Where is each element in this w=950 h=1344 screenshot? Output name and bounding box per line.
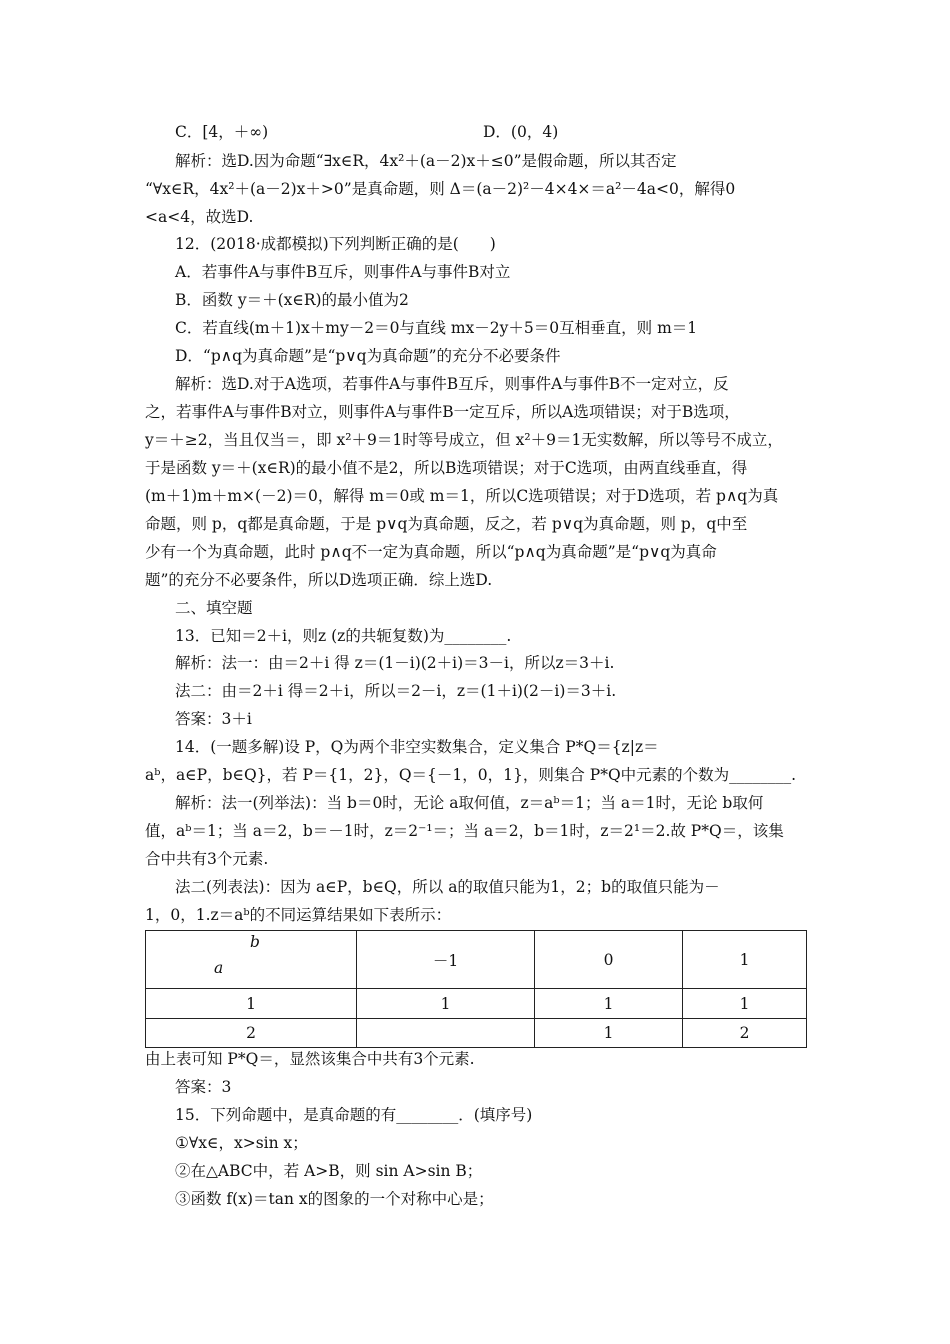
table-cell: 1 bbox=[535, 1019, 683, 1048]
text-line: 题”的充分不必要条件，所以D选项正确．综上选D. bbox=[145, 571, 493, 589]
text-line: 之，若事件A与事件B对立，则事件A与事件B一定互斥，所以A选项错误；对于B选项， bbox=[145, 403, 740, 421]
table-header: 0 bbox=[535, 931, 683, 989]
table-header-row bbox=[146, 931, 807, 989]
text-line: 解析：选D.对于A选项，若事件A与事件B互斥，则事件A与事件B不一定对立，反 bbox=[175, 375, 729, 393]
table-cell: 1 bbox=[357, 989, 535, 1019]
corner-label-b: b bbox=[250, 933, 260, 951]
question-15: 15．下列命题中，是真命题的有________．(填序号) bbox=[175, 1106, 533, 1124]
table-cell: 1 bbox=[146, 989, 357, 1019]
option-c-row bbox=[175, 121, 268, 143]
text-line: 法二(列表法)：因为 a∈P，b∈Q，所以 a的取值只能为1，2；b的取值只能为－ bbox=[175, 878, 720, 896]
table-header: 1 bbox=[683, 931, 807, 989]
text-line: 解析：选D.因为命题“∃x∈R，4x²＋(a－2)x＋≤0”是假命题，所以其否定 bbox=[175, 152, 677, 170]
option-d: D．(0，4) bbox=[483, 123, 559, 141]
text-line: 法二：由＝2＋i 得＝2＋i，所以＝2－i，z＝(1＋i)(2－i)＝3＋i. bbox=[175, 682, 617, 700]
text-line: aᵇ，a∈P，b∈Q}，若 P＝{1，2}，Q＝{－1，0，1}，则集合 P*Q中元素的个数为________. bbox=[145, 766, 797, 784]
question-12: 12．(2018·成都模拟)下列判断正确的是( ) bbox=[175, 235, 496, 253]
question-14: 14．(一题多解)设 P，Q为两个非空实数集合，定义集合 P*Q＝{z|z＝ bbox=[175, 738, 659, 756]
table-row bbox=[146, 989, 807, 1019]
text-line: “∀x∈R，4x²＋(a－2)x＋>0”是真命题，则 Δ＝(a－2)²－4×4×＝a²－4a<0，解得0 bbox=[145, 180, 736, 198]
option-c: C．若直线(m＋1)x＋my－2＝0与直线 mx－2y＋5＝0互相垂直，则 m＝1 bbox=[175, 319, 698, 337]
table-header: －1 bbox=[357, 931, 535, 989]
text-line: 少有一个为真命题，此时 p∧q不一定为真命题，所以“p∧q为真命题”是“p∨q为真命 bbox=[145, 543, 717, 561]
option-b: B．函数 y＝＋(x∈R)的最小值为2 bbox=[175, 291, 409, 309]
table-cell: 2 bbox=[683, 1019, 807, 1048]
answer-14: 答案：3 bbox=[175, 1078, 232, 1096]
option-d: D．“p∧q为真命题”是“p∨q为真命题”的充分不必要条件 bbox=[175, 347, 561, 365]
option-c: C．[4，＋∞) bbox=[175, 123, 269, 141]
table-cell: 2 bbox=[146, 1019, 357, 1048]
text-line: 合中共有3个元素. bbox=[145, 850, 269, 868]
text-line: 命题，则 p，q都是真命题，于是 p∨q为真命题，反之，若 p∨q为真命题，则 p，q中至 bbox=[145, 515, 748, 533]
table-corner-cell bbox=[146, 931, 357, 989]
proposition-3: ③函数 f(x)＝tan x的图象的一个对称中心是； bbox=[175, 1190, 494, 1208]
table-cell: 1 bbox=[683, 989, 807, 1019]
table-row bbox=[146, 1019, 807, 1048]
answer-13: 答案：3＋i bbox=[175, 710, 252, 728]
text-line: (m＋1)m＋m×(－2)＝0，解得 m＝0或 m＝1，所以C选项错误；对于D选项，若 p∧q为真 bbox=[145, 487, 779, 505]
table-cell: 1 bbox=[535, 989, 683, 1019]
question-13: 13．已知＝2＋i，则z (z的共轭复数)为________. bbox=[175, 627, 512, 645]
text-line: 1，0，1.z＝aᵇ的不同运算结果如下表所示： bbox=[145, 906, 452, 924]
text-line: 解析：法一(列举法)：当 b＝0时，无论 a取何值，z＝aᵇ＝1；当 a＝1时，无论 b取何 bbox=[175, 794, 764, 812]
text-line: 值，aᵇ＝1；当 a＝2，b＝－1时，z＝2⁻¹＝；当 a＝2，b＝1时，z＝2¹＝2.故 P*Q＝，该集 bbox=[145, 822, 784, 840]
corner-label-a: a bbox=[214, 959, 224, 977]
proposition-2: ②在△ABC中，若 A>B，则 sin A>sin B； bbox=[175, 1162, 483, 1180]
table-cell bbox=[357, 1019, 535, 1048]
proposition-1: ①∀x∈，x>sin x； bbox=[175, 1134, 308, 1152]
result-table bbox=[145, 930, 807, 1048]
section-heading: 二、填空题 bbox=[175, 599, 253, 617]
text-line: y＝＋≥2，当且仅当＝，即 x²＋9＝1时等号成立，但 x²＋9＝1无实数解，所以等号不成立， bbox=[145, 431, 783, 449]
text-line: 于是函数 y＝＋(x∈R)的最小值不是2，所以B选项错误；对于C选项，由两直线垂直，得 bbox=[145, 459, 748, 477]
option-a: A．若事件A与事件B互斥，则事件A与事件B对立 bbox=[175, 263, 511, 281]
text-line: 解析：法一：由＝2＋i 得 z＝(1－i)(2＋i)＝3－i，所以z＝3＋i. bbox=[175, 654, 615, 672]
text-line: 由上表可知 P*Q＝，显然该集合中共有3个元素. bbox=[145, 1050, 475, 1068]
text-line: <a<4，故选D. bbox=[145, 208, 254, 226]
